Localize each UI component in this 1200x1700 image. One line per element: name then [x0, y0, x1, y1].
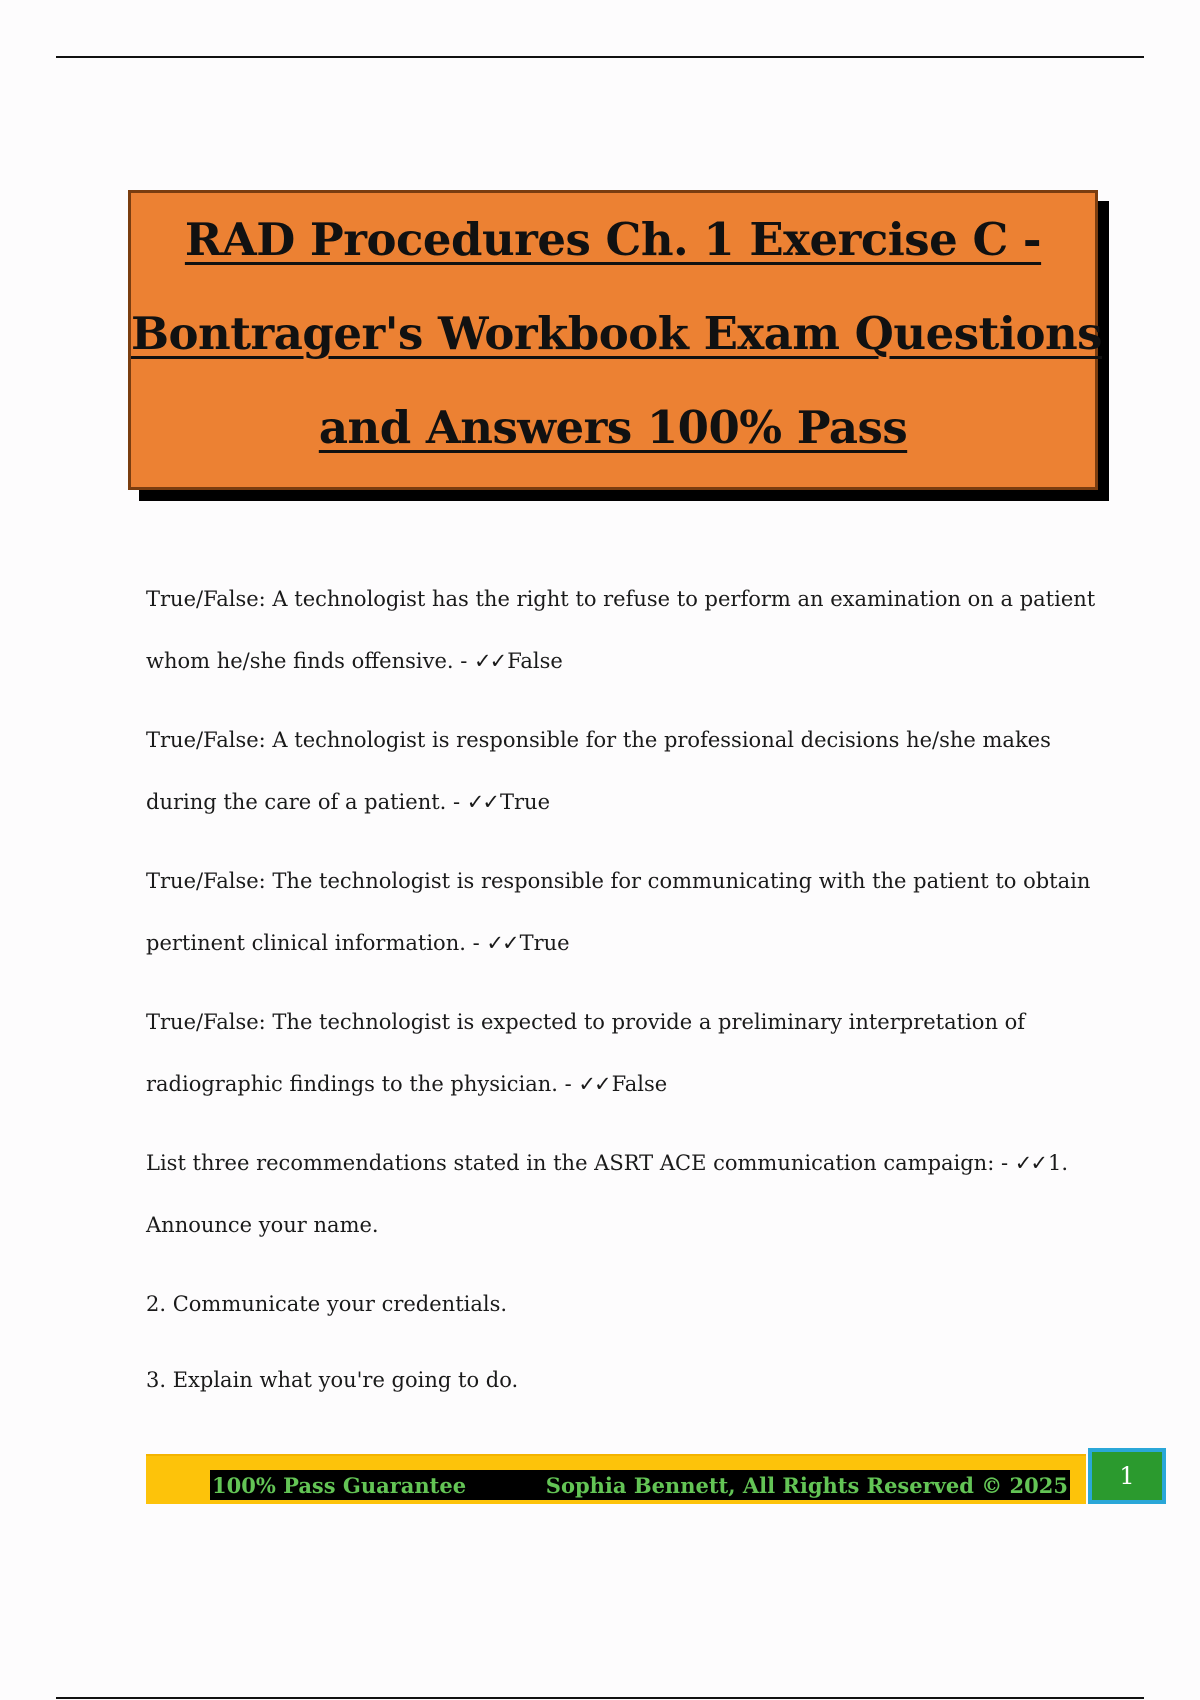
- question-text: True/False: A technologist is responsible for the professional decisions he/she makes during the care of a patient. -: [146, 728, 1051, 814]
- double-check-icon: ✓✓: [486, 931, 518, 955]
- double-check-icon: ✓✓: [578, 1072, 610, 1096]
- footer-left-text: 100% Pass Guarantee: [212, 1472, 467, 1498]
- double-check-icon: ✓✓: [474, 649, 506, 673]
- list-item: 2. Communicate your credentials.: [146, 1292, 508, 1316]
- list-item: 3. Explain what you're going to do.: [146, 1368, 519, 1392]
- answer-text: True: [500, 790, 550, 814]
- answer-text: True: [519, 931, 570, 955]
- footer-copyright: Sophia Bennett, All Rights Reserved © 2025: [545, 1472, 1068, 1498]
- footer-bar: [210, 1470, 1070, 1500]
- footer-band: [146, 1454, 1086, 1504]
- question-text: True/False: A technologist has the right to refuse to perform an examination on a patient whom he/she finds offensive. -: [146, 587, 1096, 673]
- qa-item: [146, 709, 1096, 833]
- answer-text: False: [507, 649, 563, 673]
- qa-item: [146, 568, 1096, 692]
- double-check-icon: ✓✓: [466, 790, 498, 814]
- answer-text: 1. Announce your name.: [146, 1151, 1068, 1237]
- answer-text: False: [611, 1072, 668, 1096]
- page-number: 1: [1088, 1448, 1166, 1504]
- title-banner: [128, 190, 1103, 490]
- question-text: List three recommendations stated in the ASRT ACE communication campaign: -: [146, 1151, 1009, 1175]
- title-line-2: Bontrager's Workbook Exam Questions: [131, 307, 1103, 360]
- question-text: True/False: The technologist is expected to provide a preliminary interpretation of radiographic findings to the physician. -: [146, 1010, 1026, 1096]
- top-rule: [56, 56, 1144, 58]
- title-line-3: and Answers 100% Pass: [318, 401, 908, 454]
- title-line-1: RAD Procedures Ch. 1 Exercise C -: [184, 213, 1042, 266]
- qa-item: [146, 1132, 1096, 1256]
- double-check-icon: ✓✓: [1014, 1151, 1046, 1175]
- qa-item: [146, 991, 1096, 1115]
- qa-item: [146, 850, 1096, 974]
- question-text: True/False: The technologist is responsible for communicating with the patient to obtain pertinent clinical information. -: [146, 869, 1091, 955]
- qa-content: [146, 568, 1096, 1411]
- bottom-rule: [56, 1697, 1144, 1699]
